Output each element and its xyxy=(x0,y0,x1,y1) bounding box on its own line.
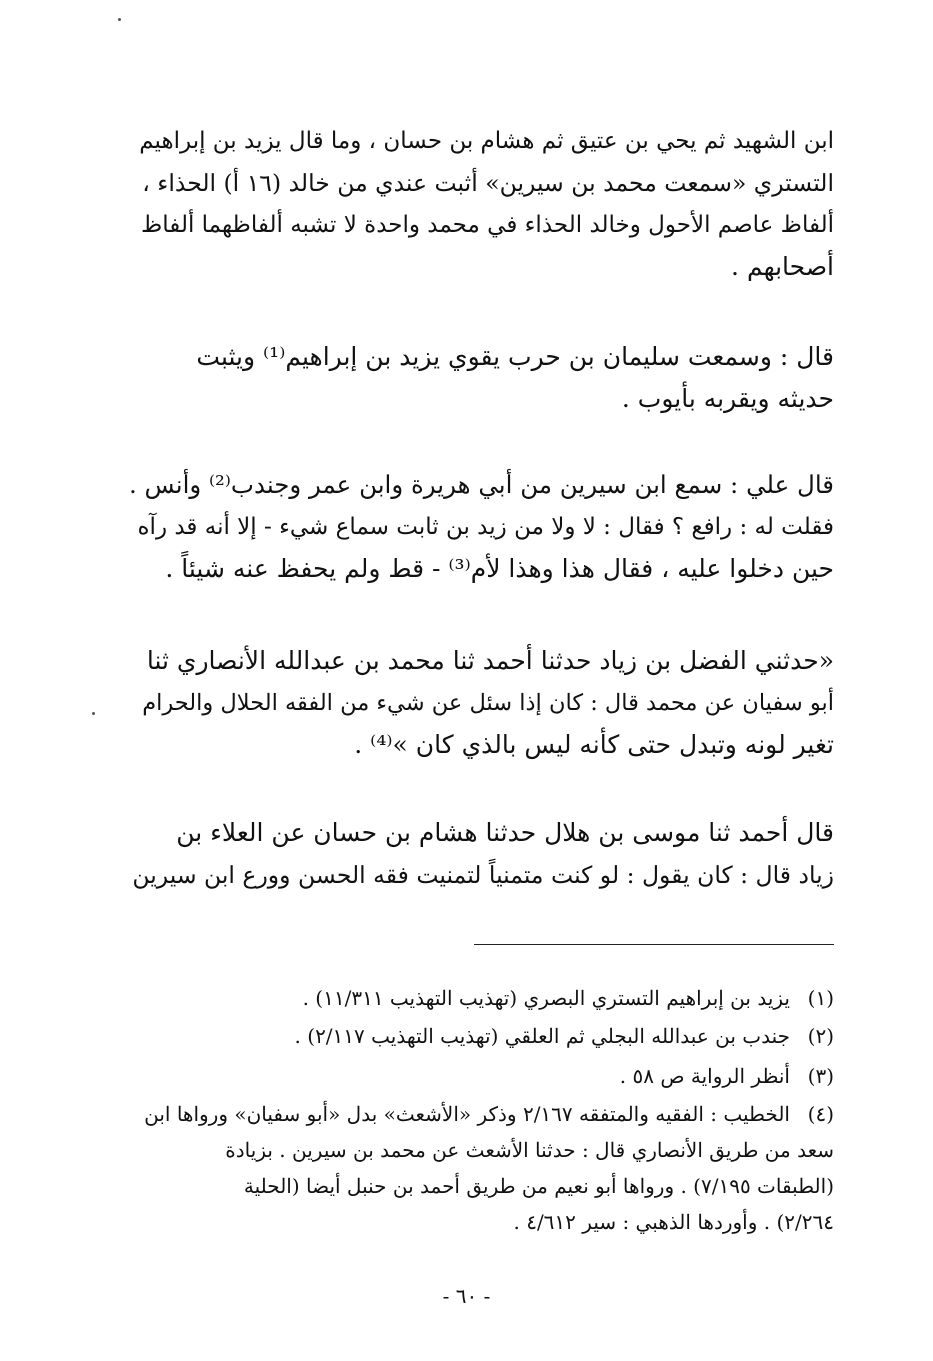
paragraph-1 xyxy=(128,120,834,288)
footnote-line: (الطبقات ٧/١٩٥) . ورواها أبو نعيم من طريق أحمد بن حنبل أيضا (الحلية xyxy=(243,1174,834,1198)
text-line: التستري «سمعت محمد بن سيرين» أثبت عندي من خالد (١٦ أ) الحذاء ، xyxy=(142,169,834,197)
footnote-1 xyxy=(128,980,834,1016)
text-line: حديثه ويقربه بأيوب . xyxy=(621,384,834,413)
text-line: ابن الشهيد ثم يحي بن عتيق ثم هشام بن حسان ، وما قال يزيد بن إبراهيم xyxy=(139,128,834,154)
footnote-separator xyxy=(474,944,834,945)
paragraph-3 xyxy=(128,464,834,590)
text-line: تغير لونه وتبدل حتى كأنه ليس بالذي كان »⁽⁴⁾ . xyxy=(354,730,834,759)
paragraph-5 xyxy=(128,812,834,896)
text-line: قال أحمد ثنا موسى بن هلال حدثنا هشام بن حسان عن العلاء بن xyxy=(176,818,834,847)
footnote-line xyxy=(128,980,834,1016)
footnote-4 xyxy=(128,1096,834,1240)
footnote-line xyxy=(128,1096,834,1132)
footnote-number: (٢) xyxy=(807,1024,834,1048)
text-line: أبو سفيان عن محمد قال : كان إذا سئل عن شيء من الفقه الحلال والحرام xyxy=(142,690,834,716)
text-line: ألفاظ عاصم الأحول وخالد الحذاء في محمد واحدة لا تشبه ألفاظهما ألفاظ xyxy=(141,212,834,238)
paragraph-2 xyxy=(128,336,834,420)
page-number: - ٦٠ - xyxy=(442,1284,491,1308)
text-line: حين دخلوا عليه ، فقال هذا وهذا لأم⁽³⁾ - قط ولم يحفظ عنه شيئاً . xyxy=(165,554,834,583)
footnote-2 xyxy=(128,1018,834,1054)
text-line: قال : وسمعت سليمان بن حرب يقوي يزيد بن إبراهيم⁽¹⁾ ويثبت xyxy=(196,342,834,371)
text-line: فقلت له : رافع ؟ فقال : لا ولا من زيد بن ثابت سماع شيء - إلا أنه قد رآه xyxy=(137,514,834,540)
scan-speck xyxy=(92,712,95,715)
footnote-line: سعد من طريق الأنصاري قال : حدثنا الأشعث عن محمد بن سيرين . بزيادة xyxy=(225,1138,834,1162)
footnote-text: الخطيب : الفقيه والمتفقه ٢/١٦٧ وذكر «الأشعث» بدل «أبو سفيان» ورواها ابن xyxy=(144,1102,790,1126)
text-line: قال علي : سمع ابن سيرين من أبي هريرة وابن عمر وجندب⁽²⁾ وأنس . xyxy=(128,470,834,499)
text-line: «حدثني الفضل بن زياد حدثنا أحمد ثنا محمد بن عبدالله الأنصاري ثنا xyxy=(146,646,834,675)
footnote-number: (٣) xyxy=(807,1064,834,1088)
footnote-text: يزيد بن إبراهيم التستري البصري (تهذيب التهذيب ١١/٣١١) . xyxy=(302,986,790,1010)
footnote-number: (٤) xyxy=(807,1102,834,1126)
scan-speck xyxy=(118,18,121,21)
text-line: أصحابهم . xyxy=(731,252,834,281)
footnote-number: (١) xyxy=(807,986,834,1010)
footnote-3 xyxy=(128,1058,834,1094)
footnote-text: أنظر الرواية ص ٥٨ . xyxy=(619,1064,790,1088)
footnote-line: ٢/٢٦٤) . وأوردها الذهبي : سير ٤/٦١٢ . xyxy=(513,1210,834,1234)
footnote-line xyxy=(128,1018,834,1054)
footnote-line xyxy=(128,1058,834,1094)
text-line: زياد قال : كان يقول : لو كنت متمنياً لتمنيت فقه الحسن وورع ابن سيرين xyxy=(132,861,834,889)
paragraph-4 xyxy=(128,640,834,766)
footnote-text: جندب بن عبدالله البجلي ثم العلقي (تهذيب التهذيب ٢/١١٧) . xyxy=(294,1024,790,1048)
